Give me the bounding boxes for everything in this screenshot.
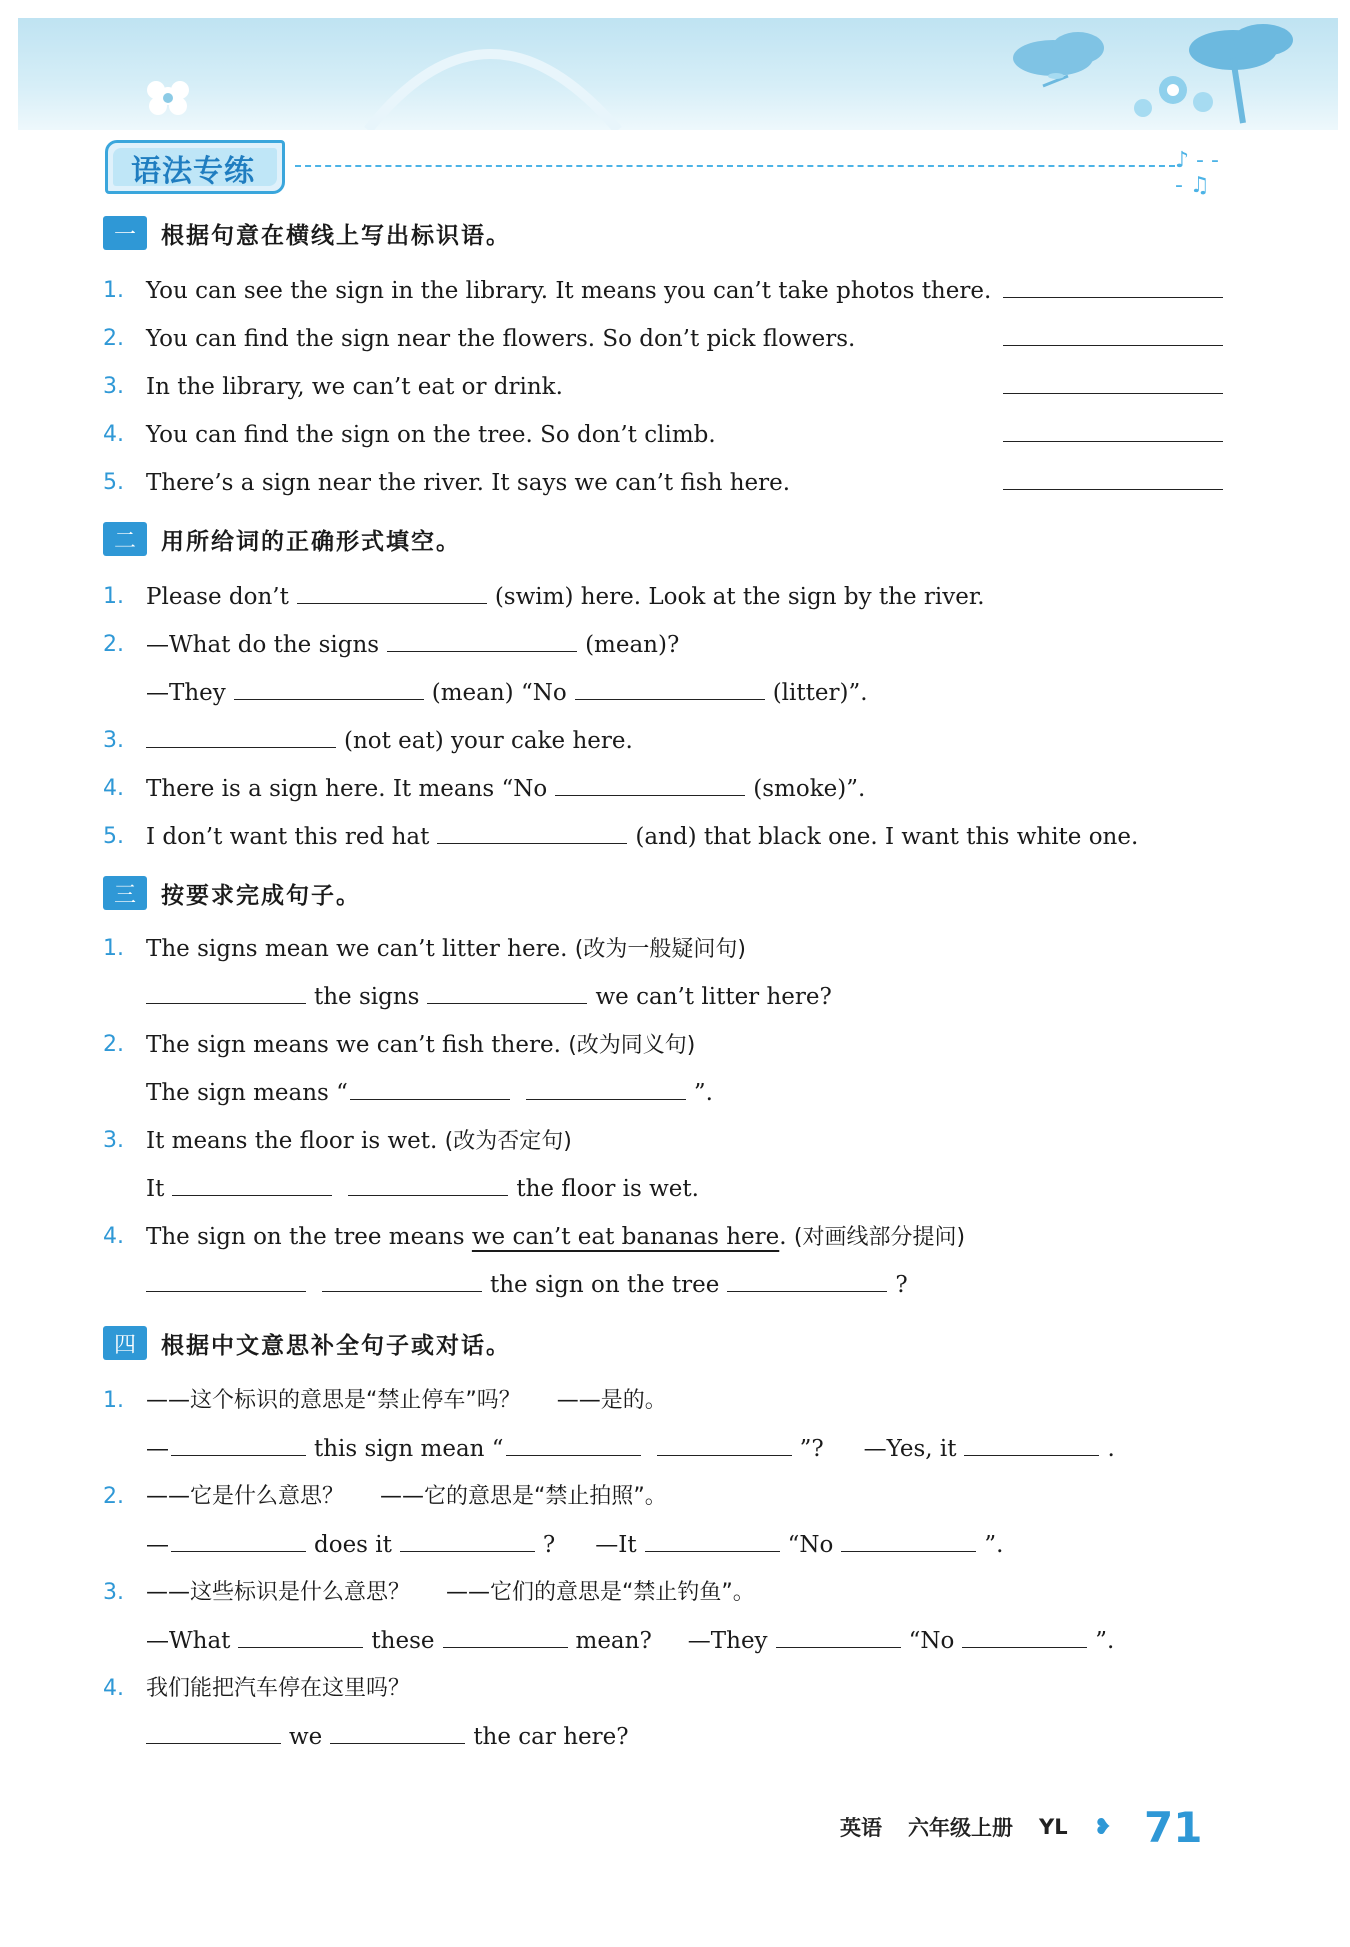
header-banner: [18, 18, 1338, 130]
cloud-icon: [1013, 24, 1293, 76]
section-title-text: 用所给词的正确形式填空。: [161, 528, 461, 555]
section-title-text: 根据中文意思补全句子或对话。: [161, 1332, 511, 1359]
answer-blank[interactable]: [575, 674, 765, 700]
answer-blank[interactable]: [297, 578, 487, 604]
answer-blank[interactable]: [776, 1622, 901, 1648]
banner-decoration: [18, 18, 1338, 130]
flower-icon: [147, 81, 189, 115]
answer-blank[interactable]: [1003, 368, 1223, 394]
section-number: 二: [103, 522, 147, 556]
answer-blank[interactable]: [962, 1622, 1087, 1648]
page-title: 语法专练: [131, 154, 255, 189]
answer-blank[interactable]: [330, 1718, 465, 1744]
answer-blank[interactable]: [526, 1074, 686, 1100]
page-footer: [840, 1802, 1228, 1852]
answer-blank[interactable]: [427, 978, 587, 1004]
answer-blank[interactable]: [841, 1526, 976, 1552]
answer-blank[interactable]: [1003, 464, 1223, 490]
answer-blank[interactable]: [555, 770, 745, 796]
answer-blank[interactable]: [1003, 416, 1223, 442]
grade-label: 六年级上册: [908, 1816, 1013, 1840]
music-notes-icon: ♪ - - - ♫: [1175, 148, 1219, 198]
section-title: [105, 140, 1230, 196]
answer-blank[interactable]: [146, 1266, 306, 1292]
answer-blank[interactable]: [645, 1526, 780, 1552]
answer-blank[interactable]: [146, 1718, 281, 1744]
answer-blank[interactable]: [1003, 272, 1223, 298]
answer-blank[interactable]: [171, 1430, 306, 1456]
underlined-part: we can’t eat bananas here: [471, 1224, 780, 1250]
answer-blank[interactable]: [146, 722, 336, 748]
section-3-header: [103, 876, 361, 910]
answer-blank[interactable]: [443, 1622, 568, 1648]
section-1-header: [103, 216, 511, 250]
answer-blank[interactable]: [437, 818, 627, 844]
heart-icon: ❥: [1093, 1814, 1113, 1840]
answer-blank[interactable]: [506, 1430, 641, 1456]
section-number: 四: [103, 1326, 147, 1360]
answer-blank[interactable]: [146, 978, 306, 1004]
section-4-header: [103, 1326, 511, 1360]
answer-blank[interactable]: [234, 674, 424, 700]
answer-blank[interactable]: [348, 1170, 508, 1196]
edition-label: YL: [1039, 1815, 1068, 1839]
answer-blank[interactable]: [727, 1266, 887, 1292]
answer-blank[interactable]: [322, 1266, 482, 1292]
answer-blank[interactable]: [1003, 320, 1223, 346]
section-title-text: 根据句意在横线上写出标识语。: [161, 222, 511, 249]
answer-blank[interactable]: [400, 1526, 535, 1552]
answer-blank[interactable]: [657, 1430, 792, 1456]
page-number: 71: [1144, 1802, 1203, 1852]
section-2-header: [103, 522, 461, 556]
section-number: 一: [103, 216, 147, 250]
answer-blank[interactable]: [964, 1430, 1099, 1456]
answer-blank[interactable]: [350, 1074, 510, 1100]
answer-blank[interactable]: [238, 1622, 363, 1648]
subject-label: 英语: [840, 1816, 882, 1840]
section-title-text: 按要求完成句子。: [161, 882, 361, 909]
answer-blank[interactable]: [171, 1526, 306, 1552]
section-number: 三: [103, 876, 147, 910]
answer-blank[interactable]: [387, 626, 577, 652]
title-divider: [295, 165, 1175, 167]
answer-blank[interactable]: [172, 1170, 332, 1196]
